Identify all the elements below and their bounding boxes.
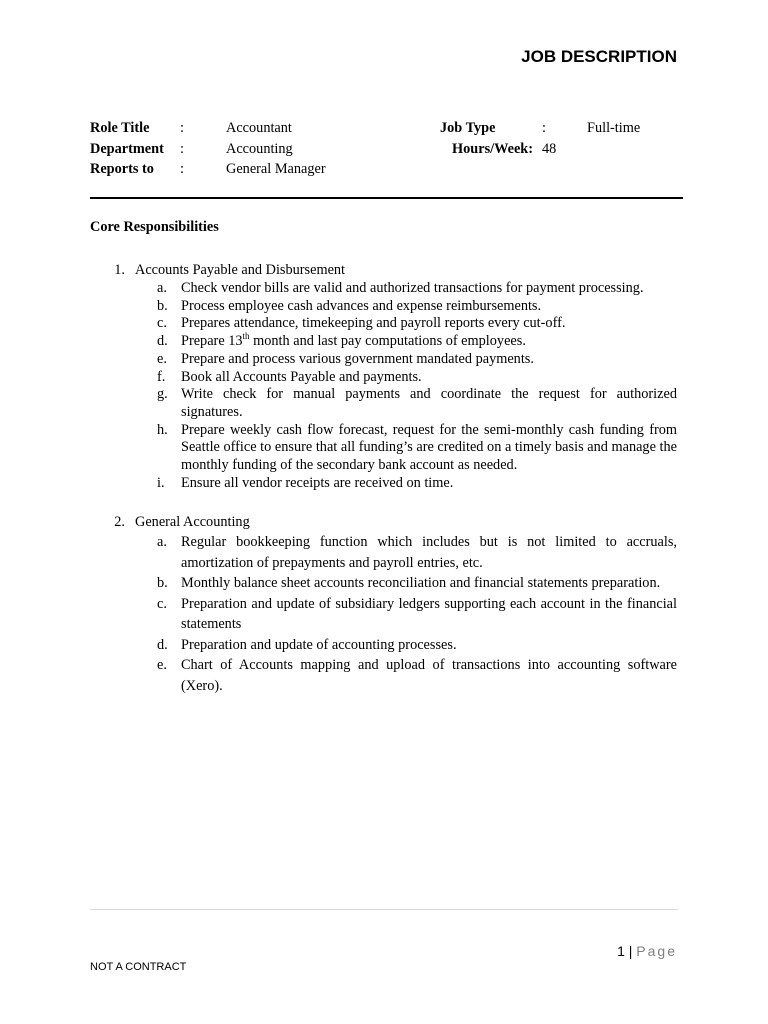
responsibility-list	[111, 532, 677, 696]
item-text: Preparation and update of subsidiary ledgers supporting each account in the financial statements	[181, 595, 677, 632]
list-item	[111, 594, 677, 635]
responsibility-list	[111, 280, 677, 492]
hours-label: Hours/Week:	[452, 140, 534, 157]
item-marker: g.	[157, 386, 168, 403]
meta-right-block	[440, 118, 690, 159]
list-item	[111, 298, 677, 316]
section-title: Accounts Payable and Disbursement	[135, 262, 346, 278]
item-marker: b.	[157, 575, 168, 591]
section-heading	[111, 512, 677, 532]
item-marker: b.	[157, 297, 168, 314]
section-heading	[111, 260, 677, 280]
item-marker: d.	[157, 636, 168, 653]
item-text: Monthly balance sheet accounts reconciliation and financial statements preparation.	[181, 575, 661, 591]
section-number: 1.	[114, 262, 125, 278]
department-row	[90, 139, 420, 160]
list-item	[111, 280, 677, 298]
list-item	[111, 333, 677, 351]
section-title: General Accounting	[135, 514, 250, 530]
section-general-accounting	[111, 512, 677, 696]
reports-to-row	[90, 159, 420, 180]
list-item	[111, 655, 677, 696]
list-item	[111, 532, 677, 573]
footer-divider	[90, 909, 678, 910]
item-marker: e.	[157, 350, 167, 367]
role-title-row	[90, 118, 420, 139]
item-text: Write check for manual payments and coordinate the request for authorized signatures.	[181, 386, 677, 420]
list-item	[111, 386, 677, 421]
hours-value: 48	[542, 140, 557, 157]
header-divider	[90, 197, 683, 199]
colon: :	[542, 120, 546, 136]
colon: :	[180, 140, 184, 157]
item-text: Preparation and update of accounting processes.	[181, 636, 457, 653]
item-marker: f.	[157, 368, 166, 385]
hours-row	[440, 139, 690, 160]
core-responsibilities-heading: Core Responsibilities	[90, 219, 219, 235]
item-marker: d.	[157, 333, 168, 350]
list-item	[111, 475, 677, 493]
job-type-value: Full-time	[587, 120, 641, 136]
reports-to-label: Reports to	[90, 161, 154, 178]
ordinal-superscript: th	[242, 331, 250, 342]
item-text: Chart of Accounts mapping and upload of transactions into accounting software (Xero).	[181, 657, 677, 694]
item-marker: i.	[157, 474, 165, 491]
job-type-label: Job Type	[440, 120, 496, 136]
reports-to-value: General Manager	[226, 161, 326, 178]
page-number-value: 1	[617, 943, 625, 959]
item-marker: a.	[157, 534, 167, 550]
item-text: Prepare weekly cash flow forecast, request for the semi-monthly cash funding from Seattle office to ensure that all funding’s are credited on a timely basis and manage the monthly funding of the secondary bank account as needed.	[181, 421, 677, 474]
page-number	[617, 943, 677, 959]
meta-left-block	[90, 118, 420, 180]
list-item	[111, 422, 677, 475]
section-accounts-payable	[111, 260, 677, 492]
item-text: Book all Accounts Payable and payments.	[181, 368, 422, 385]
list-item	[111, 315, 677, 333]
item-marker: e.	[157, 657, 167, 673]
department-label: Department	[90, 140, 164, 157]
list-item	[111, 573, 677, 594]
item-text: Prepare and process various government mandated payments.	[181, 350, 534, 367]
list-item	[111, 369, 677, 387]
colon: :	[180, 120, 184, 136]
colon: :	[180, 161, 184, 178]
list-item	[111, 635, 677, 656]
footer-disclaimer: NOT A CONTRACT	[90, 961, 187, 973]
item-marker: a.	[157, 280, 167, 296]
role-title-value: Accountant	[226, 120, 292, 136]
item-text-before: Prepare 13	[181, 333, 243, 350]
document-title: JOB DESCRIPTION	[521, 47, 677, 66]
page-word: Page	[636, 943, 677, 959]
list-item	[111, 351, 677, 369]
item-text: Prepares attendance, timekeeping and payroll reports every cut-off.	[181, 315, 566, 332]
section-number: 2.	[114, 514, 125, 530]
item-marker: c.	[157, 595, 167, 612]
item-marker: h.	[157, 421, 168, 438]
job-type-row	[440, 118, 690, 139]
department-value: Accounting	[226, 140, 293, 157]
item-text: Ensure all vendor receipts are received on time.	[181, 474, 454, 491]
item-text: Process employee cash advances and expense reimbursements.	[181, 297, 542, 314]
item-marker: c.	[157, 315, 167, 332]
item-text: Check vendor bills are valid and authorized transactions for payment processing.	[181, 280, 644, 296]
item-text-after: month and last pay computations of employees.	[249, 333, 526, 350]
role-title-label: Role Title	[90, 120, 150, 136]
page-separator: |	[628, 943, 633, 959]
item-text: Regular bookkeeping function which includes but is not limited to accruals, amortization of prepayments and payroll entries, etc.	[181, 534, 677, 571]
